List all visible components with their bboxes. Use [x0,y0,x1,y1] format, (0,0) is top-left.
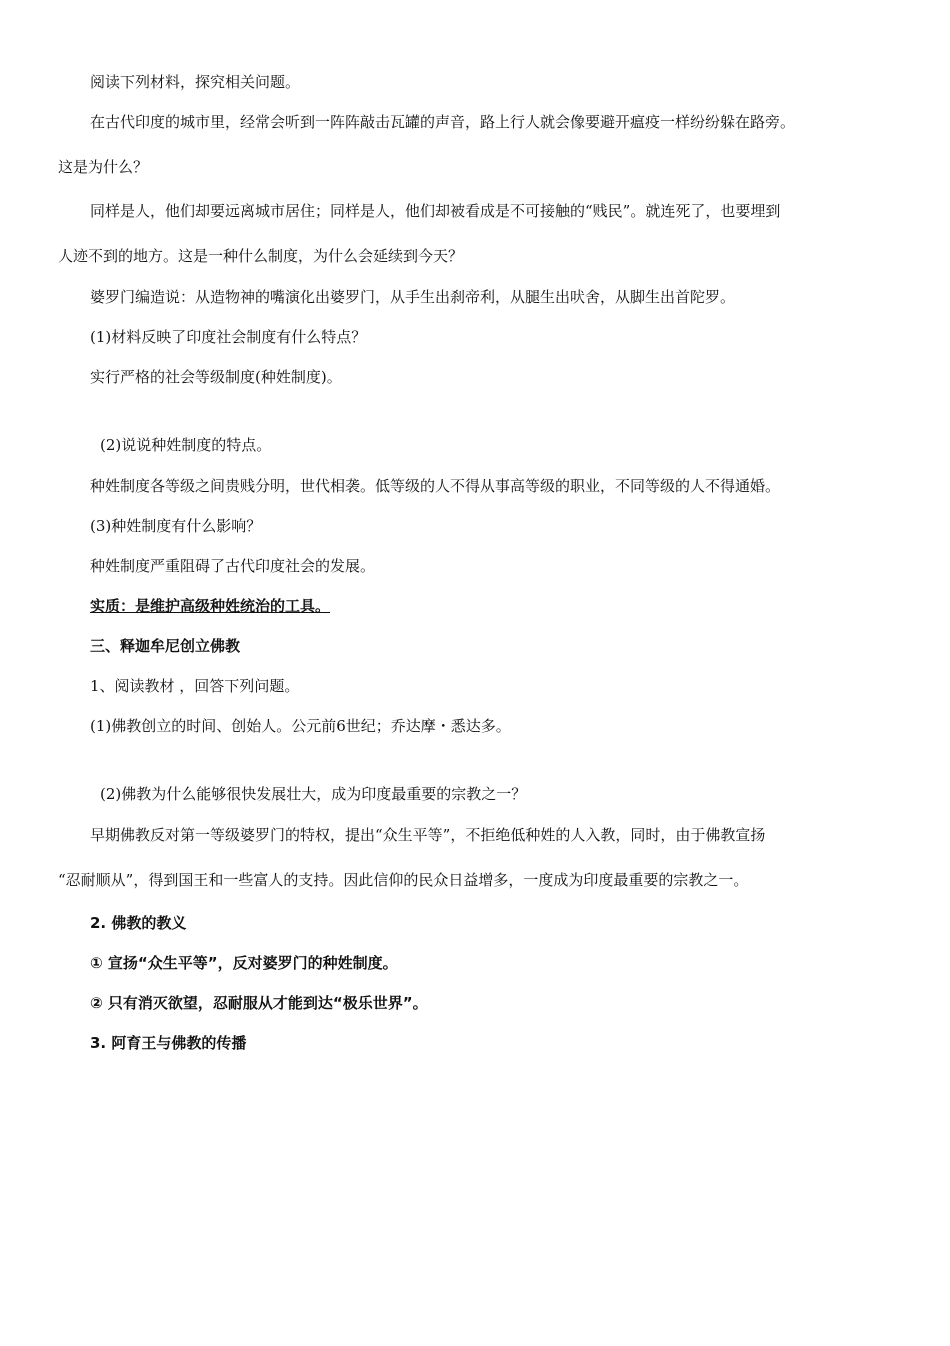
essence-statement: 实质：是维护高级种姓统治的工具。 [90,597,331,615]
reading-task: 1、阅读教材 ，回答下列问题。 [90,677,300,695]
material-paragraph-3: 婆罗门编造说：从造物神的嘴演化出婆罗门，从手生出刹帝利，从腿生出吠舍，从脚生出首陀罗。 [90,288,736,306]
intro-line: 阅读下列材料，探究相关问题。 [90,73,301,91]
material-paragraph-2-cont: 人迹不到的地方。这是一种什么制度，为什么会延续到今天？ [58,247,464,265]
answer-1: 实行严格的社会等级制度(种姓制度)。 [90,368,342,386]
doctrine-point-1: ① 宣扬“众生平等”，反对婆罗门的种姓制度。 [90,954,398,972]
material-paragraph-1-cont: 这是为什么？ [58,158,149,176]
doctrine-point-2: ② 只有消灭欲望，忍耐服从才能到达“极乐世界”。 [90,994,428,1012]
question-3: (3)种姓制度有什么影响？ [90,517,262,535]
material-paragraph-1: 在古代印度的城市里，经常会听到一阵阵敲击瓦罐的声音，路上行人就会像要避开瘟疫一样纷纷躲在路旁。 [90,113,796,131]
doctrine-heading: 2. 佛教的教义 [90,914,187,932]
question-1: (1)材料反映了印度社会制度有什么特点？ [90,328,367,346]
buddhism-answer-2-cont: “忍耐顺从”，得到国王和一些富人的支持。因此信仰的民众日益增多，一度成为印度最重要的宗教之一。 [58,871,749,889]
section-heading-3: 三、释迦牟尼创立佛教 [90,637,241,655]
answer-3: 种姓制度严重阻碍了古代印度社会的发展。 [90,557,376,575]
buddhism-question-2: (2)佛教为什么能够很快发展壮大，成为印度最重要的宗教之一？ [100,785,527,803]
material-paragraph-2: 同样是人，他们却要远离城市居住；同样是人，他们却被看成是不可接触的“贱民”。就连死了，也要埋到 [90,202,781,220]
question-2: (2)说说种姓制度的特点。 [100,436,272,454]
ashoka-heading: 3. 阿育王与佛教的传播 [90,1034,247,1052]
answer-2: 种姓制度各等级之间贵贱分明，世代相袭。低等级的人不得从事高等级的职业，不同等级的人不得通婚。 [90,477,781,495]
buddhism-question-1: (1)佛教创立的时间、创始人。公元前6世纪；乔达摩・悉达多。 [90,717,511,735]
buddhism-answer-2: 早期佛教反对第一等级婆罗门的特权，提出“众生平等”，不拒绝低种姓的人入教，同时，由于佛教宣扬 [90,826,766,844]
